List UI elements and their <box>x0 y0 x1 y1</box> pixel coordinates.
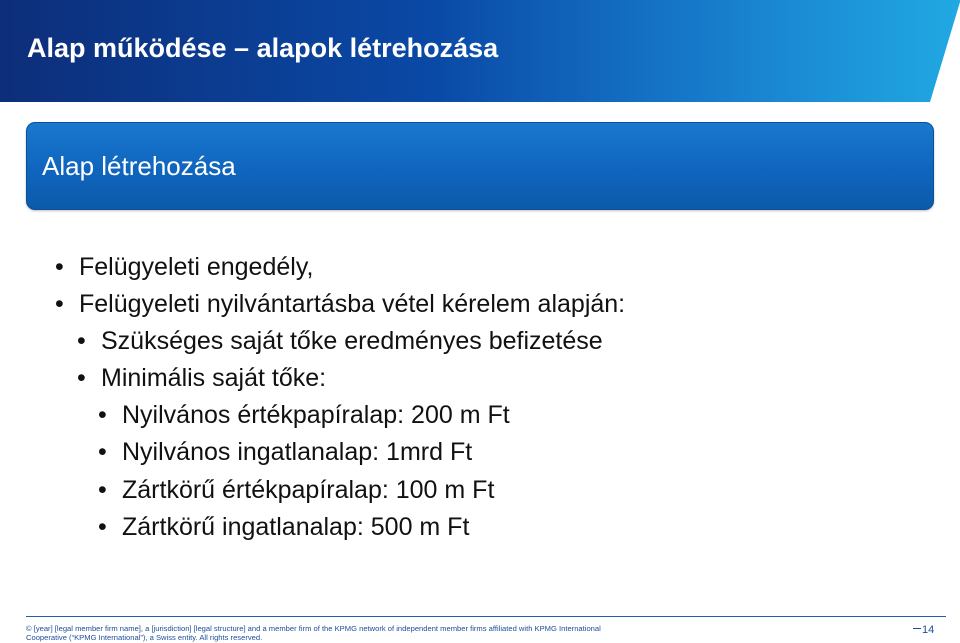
footer-copyright <box>26 624 666 642</box>
bullet-dot: • <box>55 253 64 281</box>
bullet-item <box>98 513 470 542</box>
page-number-dash <box>913 628 921 629</box>
bullet-item <box>98 476 495 505</box>
bullet-text: Zártkörű ingatlanalap: 500 m Ft <box>122 513 470 541</box>
bullet-text: Szükséges saját tőke eredményes befizetése <box>101 327 603 355</box>
bullet-dot: • <box>98 401 107 429</box>
bullet-item <box>77 364 327 393</box>
bullet-text: Zártkörű értékpapíralap: 100 m Ft <box>122 476 495 504</box>
bullet-dot: • <box>98 513 107 541</box>
bullet-text: Minimális saját tőke: <box>101 364 327 392</box>
bullet-dot: • <box>77 327 86 355</box>
bullet-dot: • <box>98 476 107 504</box>
slide-title: Alap működése – alapok létrehozása <box>27 33 499 63</box>
footer-copyright-line-1: © [year] [legal member firm name], a [jurisdiction] [legal structure] and a member firm of the KPMG network of independent member firms affiliated with KPMG International <box>26 624 601 633</box>
bullet-dot: • <box>77 364 86 392</box>
footer-copyright-line-2: Cooperative (“KPMG International”), a Swiss entity. All rights reserved. <box>26 633 263 642</box>
bullet-item <box>77 327 603 356</box>
bullet-text: Felügyeleti nyilvántartásba vétel kérelem alapján: <box>79 290 626 318</box>
bullet-dot: • <box>55 290 64 318</box>
bullet-text: Nyilvános ingatlanalap: 1mrd Ft <box>122 438 473 466</box>
page-number: 14 <box>922 624 935 636</box>
bullet-item <box>98 438 473 467</box>
bullet-item <box>98 401 510 430</box>
section-header-box <box>26 122 934 210</box>
bullet-item <box>55 253 314 282</box>
section-title: Alap létrehozása <box>42 151 236 181</box>
bullet-text: Felügyeleti engedély, <box>79 253 314 281</box>
bullet-item <box>55 290 626 319</box>
bullet-text: Nyilvános értékpapíralap: 200 m Ft <box>122 401 510 429</box>
bullet-dot: • <box>98 438 107 466</box>
footer-divider <box>26 616 946 617</box>
